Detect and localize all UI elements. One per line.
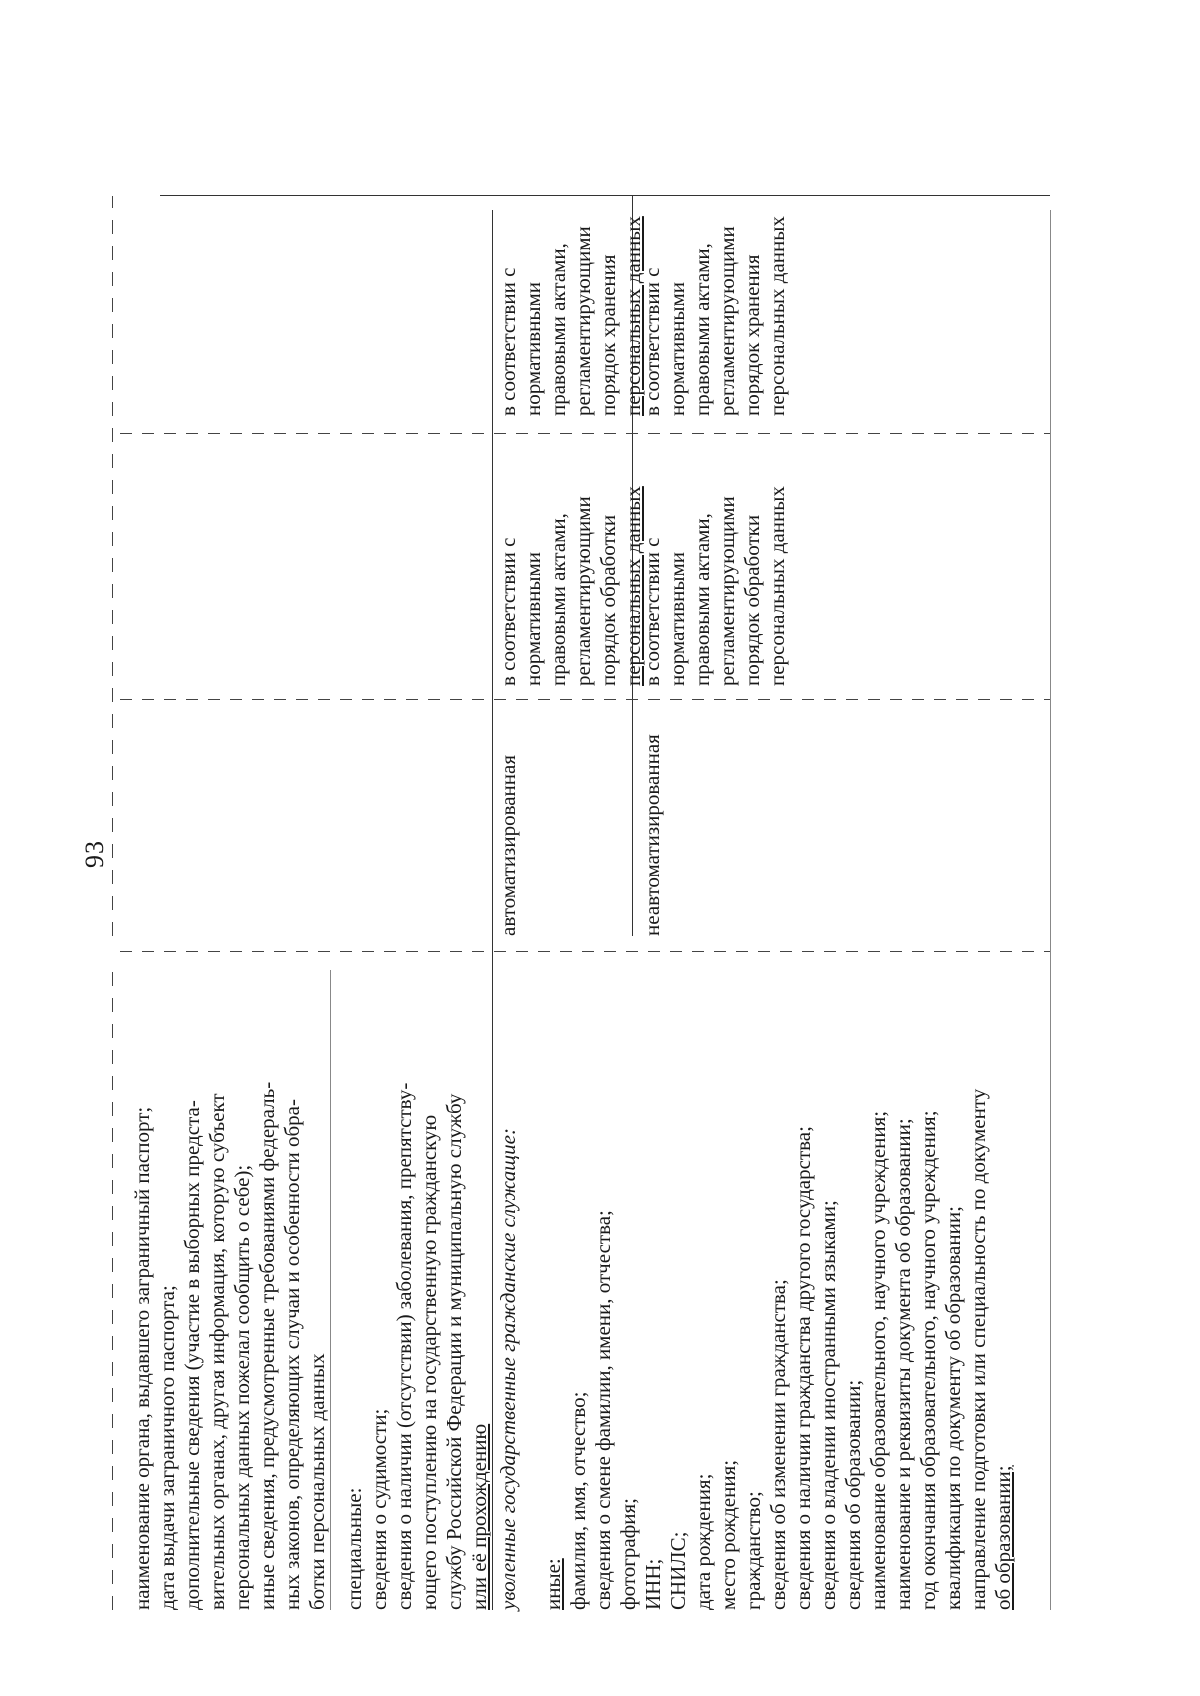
text-line: в соответствии с	[496, 537, 520, 686]
processing-method-automated: автоматизированная	[496, 754, 520, 936]
text-line: в соответствии с	[640, 537, 664, 686]
text-line: сведения о смене фамилии, имени, отчества;	[591, 1210, 615, 1610]
storage-terms-non-automated	[640, 206, 790, 416]
text-line: год окончания образовательного, научного учреждения;	[916, 1110, 940, 1610]
text-line: гражданство;	[741, 1491, 765, 1610]
text-line: квалификация по документу об образовании;	[941, 1206, 965, 1610]
text-line: фамилия, имя, отчество;	[566, 1391, 590, 1610]
text-line: персональных данных	[621, 486, 645, 686]
text-line: об образовании;	[991, 1465, 1015, 1610]
data-categories-top	[130, 970, 330, 1610]
text-line: ных законов, определяющих случаи и особенности обра-	[280, 1099, 304, 1610]
text-line: дата выдачи заграничного паспорта;	[155, 1285, 179, 1610]
text-line: СНИЛС;	[666, 1531, 690, 1610]
table-column-divider	[120, 433, 1050, 434]
text-line: нормативными	[521, 551, 545, 686]
text-line: службу Российской Федерации и муниципальную службу	[442, 1093, 466, 1610]
text-line: наименование органа, выдавшего заграничный паспорт;	[130, 1106, 154, 1610]
text-line: порядок хранения	[596, 254, 620, 416]
text-line: правовыми актами,	[690, 513, 714, 686]
text-line: фотография;	[616, 1497, 640, 1610]
text-line: в соответствии с	[640, 267, 664, 416]
text-line: регламентирующими	[715, 226, 739, 416]
text-line: или её прохождению	[467, 1423, 491, 1610]
text-line: персональных данных пожелал сообщить о себе);	[230, 1164, 254, 1610]
text-line: нормативными	[665, 551, 689, 686]
text-line: регламентирующими	[715, 496, 739, 686]
text-line: сведения о владении иностранными языками;	[816, 1200, 840, 1610]
storage-terms-automated	[496, 206, 646, 416]
processing-terms-non-automated	[640, 476, 790, 686]
text-line: в соответствии с	[496, 267, 520, 416]
text-line: порядок обработки	[596, 514, 620, 686]
text-line: правовыми актами,	[690, 243, 714, 416]
text-line: сведения о судимости;	[367, 1408, 391, 1610]
processing-terms-automated	[496, 476, 646, 686]
text-line: порядок хранения	[740, 254, 764, 416]
text-line: правовыми актами,	[546, 513, 570, 686]
text-line: нормативными	[665, 281, 689, 416]
text-line: персональных данных	[621, 216, 645, 416]
text-line: регламентирующими	[571, 496, 595, 686]
text-line: дополнительные сведения (участие в выборных предста-	[180, 1100, 204, 1610]
text-line: место рождения;	[716, 1459, 740, 1610]
text-line: ботки персональных данных	[305, 1353, 329, 1610]
row-title: уволенные государственные гражданские служащие:	[496, 1128, 520, 1610]
text-line: сведения о наличии гражданства другого государства;	[791, 1126, 815, 1610]
section-heading: специальные:	[342, 1487, 366, 1610]
data-categories-dismissed	[496, 970, 1016, 1610]
table-row-divider	[112, 196, 113, 936]
text-line: нормативными	[521, 281, 545, 416]
processing-method-non-automated: неавтоматизированная	[640, 734, 664, 936]
text-line: ИНН;	[641, 1558, 665, 1610]
text-line: персональных данных	[765, 486, 789, 686]
text-line: персональных данных	[765, 216, 789, 416]
spacer	[521, 970, 541, 1610]
table-column-divider	[120, 951, 1050, 952]
page-number: 93	[80, 840, 109, 868]
table-row-divider	[112, 970, 113, 1610]
text-line: наименование образовательного, научного учреждения;	[866, 1110, 890, 1610]
table-row-divider	[330, 970, 331, 1610]
data-categories-special	[342, 970, 492, 1610]
text-line: направление подготовки или специальность по документу	[966, 1088, 990, 1610]
text-line: ющего поступлению на государственную гражданскую	[417, 1114, 441, 1610]
text-line: сведения об образовании;	[841, 1379, 865, 1610]
text-line: дата рождения;	[691, 1473, 715, 1610]
text-line: сведения об изменении гражданства;	[766, 1279, 790, 1610]
table-column-divider	[160, 195, 1050, 196]
text-line: иные сведения, предусмотренные требованиями федераль-	[255, 1081, 279, 1610]
table-column-divider	[120, 699, 1050, 700]
section-heading: иные:	[541, 1558, 565, 1610]
text-line: порядок обработки	[740, 514, 764, 686]
text-line: правовыми актами,	[546, 243, 570, 416]
text-line: наименование и реквизиты документа об образовании;	[891, 1118, 915, 1610]
text-line: регламентирующими	[571, 226, 595, 416]
text-line: сведения о наличии (отсутствии) заболевания, препятству-	[392, 1082, 416, 1610]
table-row-divider	[1050, 210, 1051, 1610]
table-row-divider	[492, 210, 493, 1610]
text-line: вительных органах, другая информация, которую субъект	[205, 1093, 229, 1610]
